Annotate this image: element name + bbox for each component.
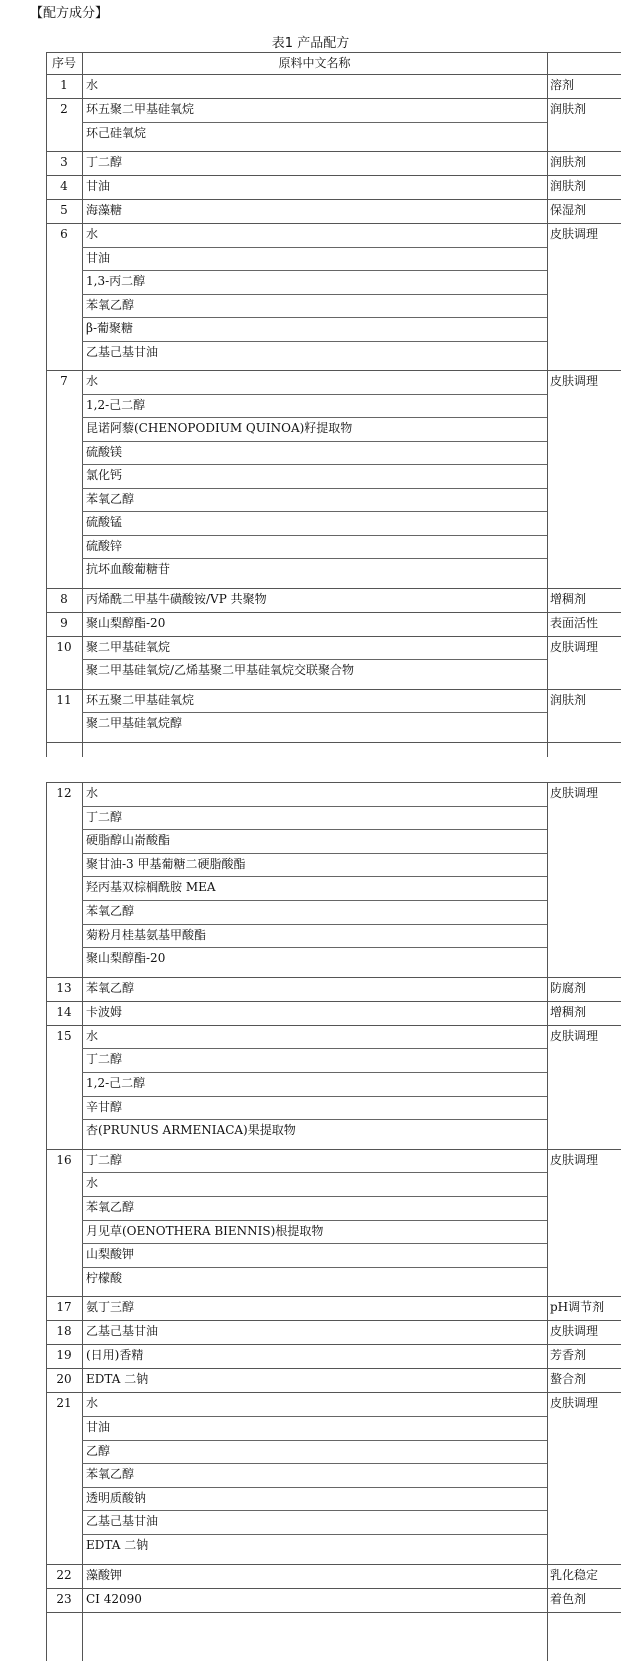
function-cell: 润肤剂	[550, 102, 587, 116]
ingredient-name: 甘油	[86, 250, 111, 265]
ingredient-name: 水	[86, 786, 99, 800]
function-cell: 皮肤调理	[550, 227, 599, 241]
ingredient-name: 羟丙基双棕榈酰胺 MEA	[86, 880, 216, 895]
ingredient-name: 氨丁三醇	[86, 1300, 135, 1315]
ingredient-name: (日用)香精	[86, 1348, 144, 1363]
row-number: 3	[60, 155, 68, 169]
ingredient-name: 聚甘油-3 甲基葡糖二硬脂酸酯	[86, 856, 246, 871]
ingredient-name: 苯氧乙醇	[86, 1200, 135, 1214]
ingredient-name: 水	[86, 1028, 99, 1043]
ingredient-name: 水	[86, 1176, 99, 1191]
ingredient-name: 苯氧乙醇	[86, 904, 135, 918]
function-cell: 润肤剂	[550, 179, 587, 193]
row-number: 9	[60, 615, 68, 630]
ingredient-name: 丁二醇	[86, 1152, 123, 1167]
function-cell: 溶剂	[550, 78, 575, 92]
ingredient-name: 硬脂醇山嵛酸酯	[86, 833, 171, 848]
ingredient-name: 聚二甲基硅氧烷	[86, 639, 171, 654]
ingredient-name: 水	[86, 227, 99, 241]
row-number: 12	[56, 786, 72, 800]
row-number: 16	[56, 1152, 72, 1167]
row-number: 10	[56, 639, 72, 654]
function-cell: 皮肤调理	[550, 1396, 599, 1411]
ingredient-name: 丙烯酰二甲基牛磺酸铵/VP 共聚物	[86, 591, 267, 606]
function-cell: 皮肤调理	[550, 1028, 599, 1043]
row-number: 8	[60, 591, 68, 606]
function-cell: 增稠剂	[550, 591, 587, 606]
ingredient-name: 苯氧乙醇	[86, 1467, 135, 1482]
ingredient-name: 丁二醇	[86, 1052, 123, 1067]
function-cell: 润肤剂	[550, 692, 587, 707]
row-number: 17	[56, 1300, 72, 1315]
ingredient-name: 环己硅氧烷	[86, 125, 147, 140]
ingredient-name: 水	[86, 374, 99, 388]
ingredient-name: CI 42090	[86, 1591, 142, 1606]
ingredient-name: 月见草(OENOTHERA BIENNIS)根提取物	[86, 1223, 324, 1238]
ingredient-name: 苯氧乙醇	[86, 980, 135, 995]
function-cell: 乳化稳定	[550, 1567, 599, 1582]
function-cell: 皮肤调理	[550, 1324, 599, 1339]
row-number: 6	[60, 227, 68, 241]
ingredient-name: 甘油	[86, 1420, 111, 1434]
row-number: 18	[56, 1324, 72, 1339]
row-number: 4	[60, 179, 68, 193]
ingredient-name: 环五聚二甲基硅氧烷	[86, 692, 195, 707]
ingredient-name: 杏(PRUNUS ARMENIACA)果提取物	[86, 1123, 296, 1138]
ingredient-name: 丁二醇	[86, 809, 123, 824]
ingredient-name: 水	[86, 1396, 99, 1411]
ingredient-name: 海藻糖	[86, 203, 123, 217]
function-cell: 表面活性	[550, 615, 599, 630]
function-cell: 芳香剂	[550, 1348, 587, 1363]
ingredient-name: 菊粉月桂基氨基甲酸酯	[86, 927, 207, 942]
ingredient-name: EDTA 二钠	[86, 1538, 149, 1552]
ingredient-name: 聚二甲基硅氧烷/乙烯基聚二甲基硅氧烷交联聚合物	[86, 663, 355, 677]
table-caption: 表1 产品配方	[271, 36, 350, 51]
ingredient-name: 辛甘醇	[86, 1099, 123, 1114]
section-title: 【配方成分】	[30, 6, 109, 21]
function-cell: 保湿剂	[550, 203, 587, 217]
ingredient-name: 乙基己基甘油	[86, 1514, 159, 1529]
function-cell: 皮肤调理	[550, 786, 599, 800]
ingredient-name: EDTA 二钠	[86, 1372, 149, 1387]
ingredient-name: 甘油	[86, 179, 111, 193]
ingredient-name: 透明质酸钠	[86, 1490, 147, 1505]
ingredient-name: 1,2-己二醇	[86, 1076, 146, 1090]
row-number: 22	[56, 1567, 72, 1582]
ingredient-name: 硫酸锌	[86, 538, 123, 553]
function-cell: 皮肤调理	[550, 374, 599, 388]
ingredient-name: 水	[86, 78, 99, 92]
ingredient-name: 1,2-己二醇	[86, 397, 146, 412]
ingredient-name: 聚山梨醇酯-20	[86, 951, 166, 966]
row-number: 14	[56, 1004, 72, 1019]
ingredient-name: 昆诺阿藜(CHENOPODIUM QUINOA)籽提取物	[86, 421, 353, 435]
ingredient-name: 聚山梨醇酯-20	[86, 615, 166, 630]
formula-table-part-2	[46, 782, 621, 1661]
ingredient-name: 丁二醇	[86, 155, 123, 169]
row-number: 19	[56, 1348, 72, 1363]
ingredient-name: 聚二甲基硅氧烷醇	[86, 716, 183, 730]
row-number: 11	[56, 692, 72, 707]
ingredient-name: 卡波姆	[86, 1004, 123, 1019]
row-number: 2	[60, 102, 68, 116]
row-number: 7	[60, 374, 68, 388]
row-number: 5	[60, 203, 68, 217]
ingredient-name: 藻酸钾	[86, 1567, 123, 1582]
row-number: 21	[56, 1396, 72, 1411]
ingredient-name: 硫酸镁	[86, 444, 123, 459]
row-number: 20	[56, 1372, 72, 1387]
function-cell: 皮肤调理	[550, 1152, 599, 1167]
ingredient-name: 环五聚二甲基硅氧烷	[86, 102, 195, 116]
function-cell: 螯合剂	[550, 1372, 587, 1387]
ingredient-name: 苯氧乙醇	[86, 491, 135, 506]
row-number: 13	[56, 980, 72, 995]
ingredient-name: 苯氧乙醇	[86, 297, 135, 312]
ingredient-name: 山梨酸钾	[86, 1247, 135, 1262]
row-number: 1	[60, 78, 68, 92]
ingredient-name: 乙醇	[86, 1443, 111, 1458]
ingredient-name: 1,3-丙二醇	[86, 274, 146, 288]
ingredient-name: 乙基己基甘油	[86, 344, 159, 359]
ingredient-name: 氯化钙	[86, 468, 123, 482]
formula-table-part-1	[46, 52, 621, 757]
function-cell: 增稠剂	[550, 1004, 587, 1019]
table-header	[46, 52, 621, 75]
ingredient-name: 抗坏血酸葡糖苷	[86, 562, 171, 576]
ingredient-name: β-葡聚糖	[86, 321, 133, 335]
function-cell: pH调节剂	[550, 1300, 605, 1315]
ingredient-name: 硫酸锰	[86, 515, 123, 529]
ingredient-name: 柠檬酸	[86, 1270, 123, 1285]
function-cell: 润肤剂	[550, 155, 587, 169]
function-cell: 着色剂	[550, 1591, 587, 1606]
row-number: 23	[56, 1591, 72, 1606]
header-no: 序号	[51, 56, 76, 70]
function-cell: 皮肤调理	[550, 639, 599, 654]
function-cell: 防腐剂	[550, 980, 587, 995]
ingredient-name: 乙基己基甘油	[86, 1324, 159, 1339]
row-number: 15	[56, 1028, 72, 1043]
header-name: 原料中文名称	[278, 56, 351, 70]
